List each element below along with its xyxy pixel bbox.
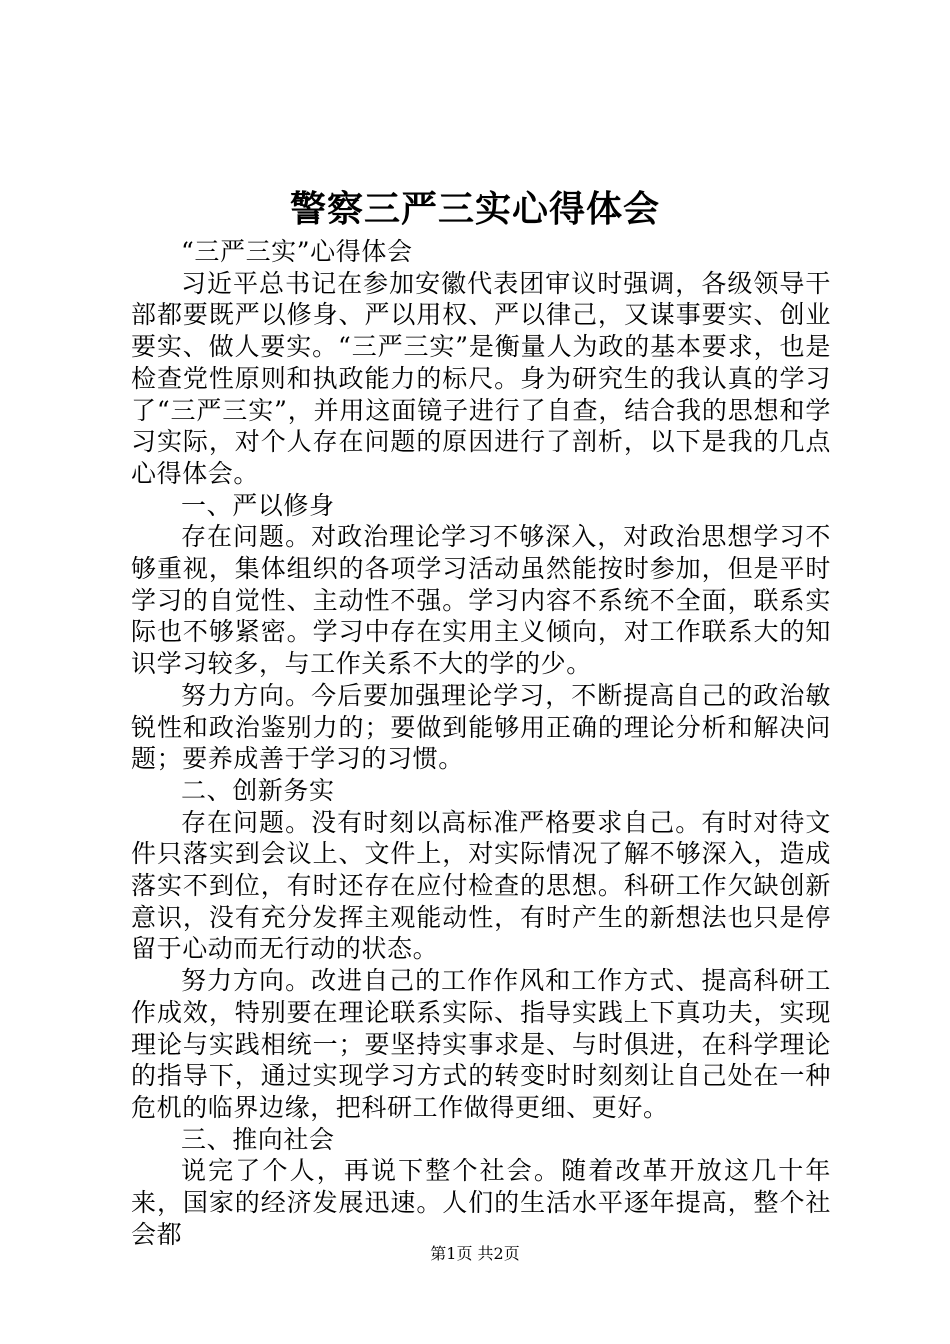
paragraph-subtitle: “三严三实”心得体会 [181,237,413,266]
section-heading-1: 一、严以修身 [181,490,335,520]
paragraph-problem-1: 存在问题。对政治理论学习不够深入，对政治思想学习不够重视，集体组织的各项学习活动虽然能按时参加，但是平时学习的自觉性、主动性不强。学习内容不系统不全面，联系实际也不够紧密。学习中存在实用主义倾向，对工作联系大的知识学习较多，与工作关系不大的学的少。 [131,522,831,679]
section-heading-2: 二、创新务实 [181,775,335,805]
section-heading-3: 三、推向社会 [181,1124,335,1154]
paragraph-direction-2: 努力方向。改进自己的工作作风和工作方式、提高科研工作成效，特别要在理论联系实际、指导实践上下真功夫，实现理论与实践相统一；要坚持实事求是、与时俱进，在科学理论的指导下，通过实现学习方式的转变时时刻刻让自己处在一种危机的临界边缘，把科研工作做得更细、更好。 [131,966,831,1122]
paragraph-problem-2: 存在问题。没有时刻以高标准严格要求自己。有时对待文件只落实到会议上、文件上，对实际情况了解不够深入，造成落实不到位，有时还存在应付检查的思想。科研工作欠缺创新意识，没有充分发挥主观能动性，有时产生的新想法也只是停留于心动而无行动的状态。 [131,807,831,964]
paragraph-direction-1: 努力方向。今后要加强理论学习，不断提高自己的政治敏锐性和政治鉴别力的；要做到能够用正确的理论分析和解决问题；要养成善于学习的习惯。 [131,680,831,774]
document-body [131,236,831,1251]
paragraph-intro: 习近平总书记在参加安徽代表团审议时强调，各级领导干部都要既严以修身、严以用权、严以律己，又谋事要实、创业要实、做人要实。“三严三实”是衡量人为政的基本要求，也是检查党性原则和执政能力的标尺。身为研究生的我认真的学习了“三严三实”，并用这面镜子进行了自查，结合我的思想和学习实际，对个人存在问题的原因进行了剖析，以下是我的几点心得体会。 [131,268,831,488]
paragraph-society: 说完了个人，再说下整个社会。随着改革开放这几十年来，国家的经济发展迅速。人们的生活水平逐年提高，整个社会都 [131,1156,831,1249]
document-title: 警察三严三实心得体会 [289,188,660,230]
page-footer: 第1页 共2页 [430,1244,520,1263]
